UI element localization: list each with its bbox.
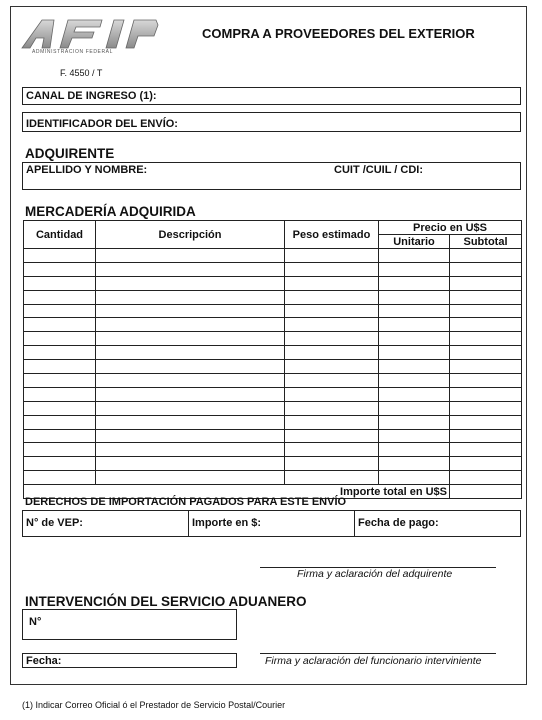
table-cell[interactable] (450, 346, 522, 360)
table-cell[interactable] (285, 346, 379, 360)
table-cell[interactable] (96, 276, 285, 290)
table-cell[interactable] (379, 346, 450, 360)
table-row (24, 290, 522, 304)
table-row (24, 374, 522, 388)
table-cell[interactable] (379, 262, 450, 276)
table-cell[interactable] (285, 443, 379, 457)
form-number: F. 4550 / T (60, 68, 103, 78)
table-row (24, 429, 522, 443)
table-cell[interactable] (24, 332, 96, 346)
table-cell[interactable] (24, 318, 96, 332)
mercaderia-heading: MERCADERÍA ADQUIRIDA (25, 204, 196, 219)
form-title: COMPRA A PROVEEDORES DEL EXTERIOR (202, 26, 475, 41)
table-cell[interactable] (24, 262, 96, 276)
table-cell[interactable] (450, 332, 522, 346)
table-cell[interactable] (96, 304, 285, 318)
table-cell[interactable] (450, 443, 522, 457)
derechos-box (22, 510, 521, 537)
col-precio: Precio en U$S (379, 221, 522, 235)
table-cell[interactable] (96, 360, 285, 374)
table-cell[interactable] (379, 360, 450, 374)
table-cell[interactable] (450, 290, 522, 304)
table-row (24, 401, 522, 415)
table-cell[interactable] (96, 290, 285, 304)
importe-label: Importe en $: (192, 517, 262, 529)
table-row (24, 332, 522, 346)
fecha-pago-field[interactable] (355, 511, 520, 536)
table-cell[interactable] (450, 249, 522, 263)
table-row (24, 360, 522, 374)
table-cell[interactable] (379, 443, 450, 457)
intervencion-heading: INTERVENCIÓN DEL SERVICIO ADUANERO (25, 594, 307, 609)
adquirente-heading: ADQUIRENTE (25, 146, 115, 161)
col-cantidad: Cantidad (24, 221, 96, 249)
firma-funcionario-line[interactable] (260, 653, 496, 654)
table-cell[interactable] (285, 360, 379, 374)
table-cell[interactable] (96, 262, 285, 276)
table-cell[interactable] (379, 249, 450, 263)
table-row (24, 304, 522, 318)
table-row (24, 346, 522, 360)
table-cell[interactable] (379, 387, 450, 401)
table-cell[interactable] (24, 249, 96, 263)
table-cell[interactable] (450, 262, 522, 276)
table-cell[interactable] (24, 471, 96, 485)
logo-subtitle: ADMINISTRACION FEDERAL (32, 49, 113, 55)
col-descripcion: Descripción (96, 221, 285, 249)
table-cell[interactable] (96, 346, 285, 360)
table-row (24, 443, 522, 457)
table-cell[interactable] (450, 415, 522, 429)
numero-box[interactable] (22, 609, 237, 640)
firma-funcionario-label: Firma y aclaración del funcionario interviniente (265, 655, 482, 667)
table-cell[interactable] (379, 318, 450, 332)
table-row (24, 262, 522, 276)
table-cell[interactable] (379, 429, 450, 443)
table-cell[interactable] (379, 276, 450, 290)
table-cell[interactable] (24, 429, 96, 443)
cuit-label: CUIT /CUIL / CDI: (334, 164, 424, 176)
numero-label: N° (29, 616, 42, 628)
identificador-label: IDENTIFICADOR DEL ENVÍO: (26, 118, 178, 130)
table-cell[interactable] (379, 401, 450, 415)
table-cell[interactable] (96, 374, 285, 388)
table-row (24, 318, 522, 332)
table-cell[interactable] (96, 401, 285, 415)
footnote: (1) Indicar Correo Oficial ó el Prestador de Servicio Postal/Courier (22, 700, 286, 710)
fecha-label: Fecha: (26, 655, 62, 667)
table-cell[interactable] (379, 415, 450, 429)
importe-field[interactable] (189, 511, 355, 536)
table-cell[interactable] (450, 276, 522, 290)
table-cell[interactable] (285, 387, 379, 401)
table-cell[interactable] (285, 332, 379, 346)
table-cell[interactable] (450, 457, 522, 471)
table-row (24, 415, 522, 429)
table-cell[interactable] (24, 290, 96, 304)
table-cell[interactable] (285, 276, 379, 290)
table-row (24, 276, 522, 290)
table-cell[interactable] (96, 332, 285, 346)
table-cell[interactable] (450, 374, 522, 388)
table-cell[interactable] (24, 415, 96, 429)
afip-logo (20, 16, 160, 60)
table-cell[interactable] (285, 415, 379, 429)
table-cell[interactable] (379, 374, 450, 388)
table-cell[interactable] (450, 318, 522, 332)
items-table (23, 220, 522, 499)
table-cell[interactable] (96, 415, 285, 429)
afip-logo-icon (20, 16, 160, 50)
firma-adquirente-label: Firma y aclaración del adquirente (297, 568, 453, 580)
table-cell[interactable] (450, 401, 522, 415)
adquirente-box[interactable] (22, 162, 521, 190)
table-cell[interactable] (450, 360, 522, 374)
table-cell[interactable] (96, 471, 285, 485)
vep-field[interactable] (23, 511, 189, 536)
identificador-box[interactable] (22, 112, 521, 132)
table-cell[interactable] (379, 471, 450, 485)
table-cell[interactable] (285, 374, 379, 388)
table-cell[interactable] (450, 429, 522, 443)
table-cell[interactable] (379, 304, 450, 318)
table-cell[interactable] (285, 290, 379, 304)
table-row (24, 471, 522, 485)
table-cell[interactable] (24, 304, 96, 318)
table-cell[interactable] (24, 374, 96, 388)
table-cell[interactable] (96, 387, 285, 401)
table-cell[interactable] (96, 443, 285, 457)
table-cell[interactable] (285, 262, 379, 276)
table-cell[interactable] (96, 457, 285, 471)
table-row (24, 387, 522, 401)
table-row (24, 249, 522, 263)
total-label: Importe total en U$S (24, 485, 450, 499)
table-cell[interactable] (285, 318, 379, 332)
col-subtotal: Subtotal (450, 235, 522, 249)
table-cell[interactable] (24, 346, 96, 360)
table-cell[interactable] (450, 304, 522, 318)
table-cell[interactable] (450, 471, 522, 485)
fecha-pago-label: Fecha de pago: (358, 517, 439, 529)
table-cell[interactable] (450, 387, 522, 401)
table-cell[interactable] (24, 401, 96, 415)
fecha-box[interactable] (22, 653, 237, 668)
derechos-heading: DERECHOS DE IMPORTACIÓN PAGADOS PARA ESTE ENVÍO (25, 496, 347, 508)
col-unitario: Unitario (379, 235, 450, 249)
table-cell[interactable] (285, 457, 379, 471)
table-cell[interactable] (96, 249, 285, 263)
item-rows (24, 249, 522, 485)
vep-label: N° de VEP: (26, 517, 83, 529)
table-cell[interactable] (379, 457, 450, 471)
table-cell[interactable] (285, 249, 379, 263)
table-cell[interactable] (24, 457, 96, 471)
canal-label: CANAL DE INGRESO (1): (26, 90, 157, 102)
table-cell[interactable] (379, 290, 450, 304)
table-cell[interactable] (24, 276, 96, 290)
table-cell[interactable] (379, 332, 450, 346)
table-cell[interactable] (24, 387, 96, 401)
total-value-cell[interactable] (450, 485, 522, 499)
table-row (24, 457, 522, 471)
table-cell[interactable] (285, 304, 379, 318)
table-cell[interactable] (96, 429, 285, 443)
table-cell[interactable] (24, 360, 96, 374)
table-cell[interactable] (96, 318, 285, 332)
table-cell[interactable] (285, 429, 379, 443)
table-cell[interactable] (285, 401, 379, 415)
table-cell[interactable] (285, 471, 379, 485)
col-peso: Peso estimado (285, 221, 379, 249)
nombre-label: APELLIDO Y NOMBRE: (26, 164, 148, 176)
canal-box[interactable] (22, 87, 521, 105)
table-cell[interactable] (24, 443, 96, 457)
